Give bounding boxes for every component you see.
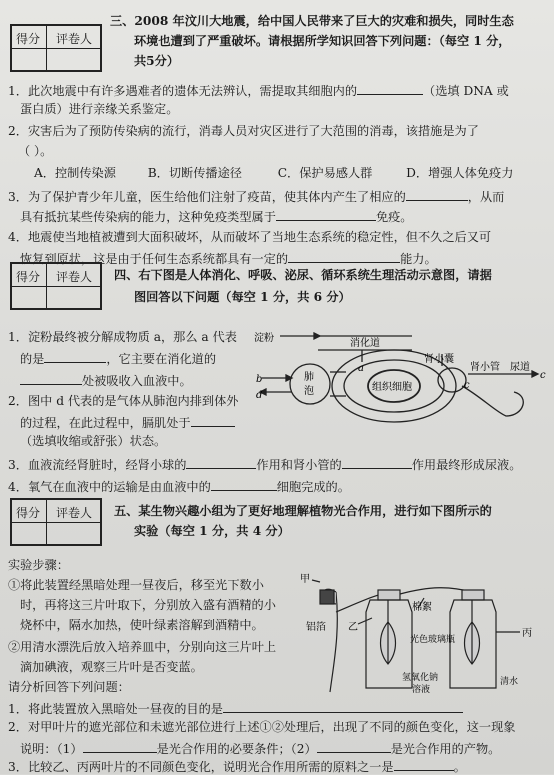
section3-title-line3: 共5分） [134,54,180,68]
sec5-analysis-title: 请分析回答下列问题： [8,680,130,694]
apparatus-label-cotton: 棉絮 [412,602,432,613]
diagram-label-alveolus: 泡 [304,386,314,397]
sec4-q2-line2: 的过程，在此过程中，膈肌处于 [20,414,235,431]
sec5-q2-line2: 说明：（1） 是光合作用的必要条件；（2） 是光合作用的产物。 [20,742,501,756]
section3-title-line2: 环境也遭到了严重破坏。请根据所学知识回答下列问题：（每空 1 分， [134,34,511,48]
sec3-q2-line1: 2．灾害后为了预防传染病的流行，消毒人员对灾区进行了大范围的消毒，该措施是为了 [8,124,479,138]
diagram-label-digestive-tract: 消化道 [350,338,380,349]
option-a[interactable]: A．控制传染源 [34,166,116,180]
sec3-q2-line2: （ ）。 [18,144,53,158]
score-label: 得分 [16,506,41,520]
sec3-q3-line2: 具有抵抗某些传染病的能力，这种免疫类型属于 免疫。 [20,210,413,224]
answer-blank[interactable] [191,414,235,427]
section3-title-line1: 三、2008 年汶川大地震，给中国人民带来了巨大的灾难和损失，同时生态 [110,14,514,28]
sec3-q1-line1: 1．此次地震中有许多遇难者的遗体无法辨认，需提取其细胞内的 （选填 DNA 或 [8,84,509,98]
diagram-letter-d: d [256,390,263,401]
score-box-section5 [10,498,102,546]
sec5-q3: 3．比较乙、丙两叶片的不同颜色变化，说明光合作用所需的原料之一是 。 [8,760,466,774]
sec3-q4-line1: 4．地震使当地植被遭到大面积破坏，从而破坏了当地生态系统的稳定性，但不久之后又可 [8,230,492,244]
apparatus-label-naoh: 氢氧化钠 [402,673,439,683]
answer-blank[interactable] [186,456,256,469]
option-b[interactable]: B．切断传播途径 [147,166,242,180]
sec4-q4: 4．氧气在血液中的运输是由血液中的 细胞完成的。 [8,480,350,494]
diagram-label-lung: 肺 [304,372,314,383]
sec4-q1-line2: 的是 ，它主要在消化道的 [20,352,217,366]
diagram-label-renal-capsule: 肾小囊 [424,354,454,365]
apparatus-label-aluminum-foil: 铝箔 [306,622,326,633]
apparatus-label-glass-bottle: 光色玻璃瓶 [410,635,456,645]
sec5-steps-title: 实验步骤： [8,558,69,572]
sec3-q2-options [34,166,513,181]
diagram-letter-c: c [464,380,470,391]
sec4-q1-line1: 1．淀粉最终被分解成物质 a，那么 a 代表 [8,330,237,344]
diagram-letter-c2: c [540,370,546,381]
grader-label: 评卷人 [56,506,93,520]
diagram-label-starch: 淀粉 [254,333,274,344]
apparatus-label-jia: 甲 [300,574,310,585]
diagram-label-renal-tubule: 肾小管 [470,362,500,373]
sec4-q2-line1: 2．图中 d 代表的是气体从肺泡内排到体外 [8,394,239,408]
score-box-section3 [10,24,102,72]
sec3-q3-line1: 3．为了保护青少年儿童，医生给他们注射了疫苗，使其体内产生了相应的 ，从而 [8,190,505,204]
sec4-q1-line3: 处被吸收入血液中。 [20,372,192,389]
score-label: 得分 [16,270,41,284]
answer-blank[interactable] [276,208,376,221]
sec5-q1: 1．将此装置放入黑暗处一昼夜的目的是 [8,700,463,717]
section4-title-line1: 四、右下图是人体消化、呼吸、泌尿、循环系统生理活动示意图，请据 [114,268,492,282]
diagram-label-tissue-cells: 组织细胞 [372,382,412,393]
sec5-step1-line3: 烧杯中，隔水加热，使叶绿素溶解到酒精中。 [20,618,264,632]
answer-blank[interactable] [342,456,412,469]
apparatus-label-yi: 乙 [348,622,358,633]
sec5-step2-line2: 滴加碘液，观察三片叶是否变蓝。 [20,660,203,674]
sec5-step1-line2: 时，再将这三片叶取下，分别放入盛有酒精的小 [20,598,276,612]
option-d[interactable]: D．增强人体免疫力 [406,166,514,180]
score-box-section4 [10,262,102,310]
section4-title-line2: 图回答以下问题（每空 1 分，共 6 分） [134,290,351,304]
sec5-q2-line1: 2．对甲叶片的遮光部位和未遮光部位进行上述①②处理后，出现了不同的颜色变化，这一现象 [8,720,516,734]
answer-blank[interactable] [394,758,454,771]
answer-blank[interactable] [44,350,106,363]
grader-label: 评卷人 [56,270,93,284]
apparatus-label-water: 清水 [500,677,519,687]
option-c[interactable]: C．保护易感人群 [277,166,373,180]
answer-blank[interactable] [357,82,423,95]
grader-label: 评卷人 [56,32,93,46]
section5-title-line1: 五、某生物兴趣小组为了更好地理解植物光合作用，进行如下图所示的 [114,504,492,518]
sec3-q1-line2: 蛋白质）进行亲缘关系鉴定。 [20,102,179,116]
answer-blank[interactable] [317,740,391,753]
answer-blank[interactable] [20,372,82,385]
diagram-letter-b: b [256,374,263,385]
answer-blank[interactable] [211,478,277,491]
sec3-q4-line2: 恢复到原状，这是由于任何生态系统都具有一定的 能力。 [20,252,437,266]
answer-blank[interactable] [83,740,157,753]
answer-blank[interactable] [288,250,400,263]
diagram-label-urethra: 尿道 [510,362,530,373]
section5-title-line2: 实验（每空 1 分，共 4 分） [134,524,290,538]
sec4-q3: 3．血液流经肾脏时，经肾小球的 作用和肾小管的 作用最终形成尿液。 [8,458,522,472]
answer-blank[interactable] [223,700,463,713]
apparatus-label-solution: 溶液 [412,685,431,695]
diagram-letter-a: a [358,363,364,374]
sec4-q2-line3: （选填收缩或舒张）状态。 [20,434,167,448]
sec5-step2-line1: ②用清水漂洗后放入培养皿中，分别向这三片叶上 [8,640,277,654]
sec5-step1-line1: ①将此装置经黑暗处理一昼夜后，移至光下数小 [8,578,264,592]
physiology-diagram [254,326,548,436]
photosynthesis-apparatus-diagram [300,552,550,700]
score-label: 得分 [16,32,41,46]
apparatus-label-bing: 丙 [522,628,532,639]
answer-blank[interactable] [406,188,468,201]
